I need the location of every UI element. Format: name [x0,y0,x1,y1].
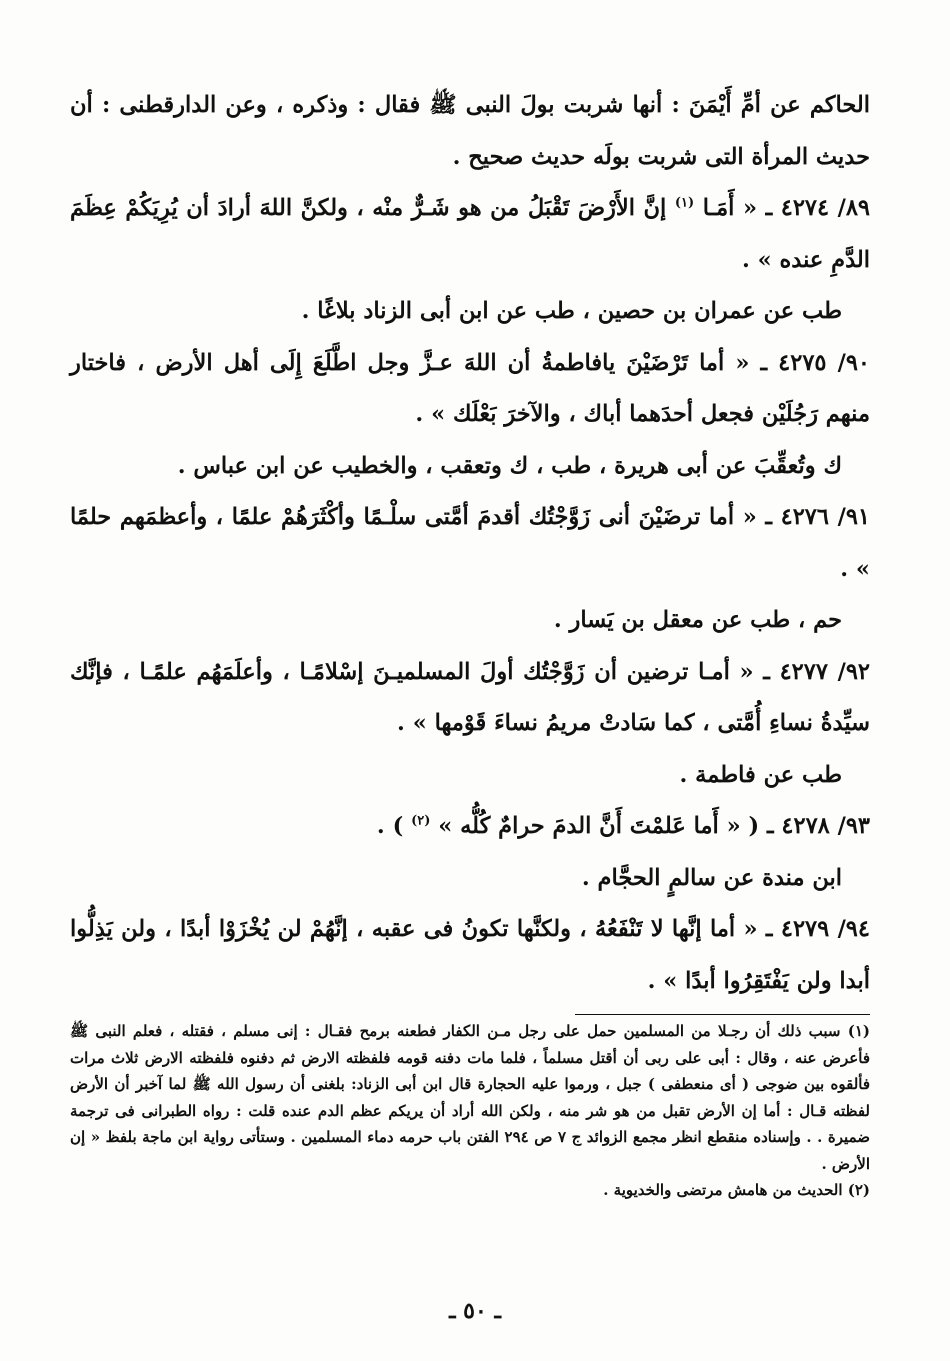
main-text [70,80,870,1007]
hadith-text: « أمـا ترضين أن زَوَّجْتُك أولَ المسلميـنَ إسْلامًـا ، وأعلَمَهُم علمًـا ، فإنَّك سيِّدةُ نساءِ أُمَّتى ، كما سَادتْ مريمُ نساءَ قَوْمها » . [70,658,870,736]
footnote-2: (٢) الحديث من هامش مرتضى والخديوية . [603,1181,870,1199]
source-91 [70,595,870,647]
source-92 [70,750,870,802]
source-text: طب عن عمران بن حصين ، طب عن ابن أبى الزناد بلاغًا . [301,298,842,324]
hadith-text: « أَمَـا [702,195,758,221]
source-text: ك وتُعقِّبَ عن أبى هريرة ، طب ، ك وتعقب ، والخطيب عن ابن عباس . [177,452,842,479]
source-text: ابن مندة عن سالمٍ الحجَّام . [581,864,842,891]
hadith-number: ٩١/ ٤٢٧٦ ـ [765,504,870,530]
footnote-ref-1[interactable]: (١) [674,195,695,211]
hadith-91 [70,492,870,595]
hadith-number: ٩٣/ ٤٢٧٨ ـ [766,813,870,839]
footnote-ref-2[interactable]: (٢) [411,813,431,829]
page-number: ـ ٥٠ ـ [449,1298,501,1324]
source-93 [70,853,870,905]
hadith-text: « أما ترضَيْنَ أنى زَوَّجْتُك أقدمَ أمَّتى سلْـمًا وأكْثَرَهُمْ علمًا ، وأعظمَهم حلمًا » . [70,504,870,582]
source-text: حم ، طب عن معقل بن يَسار . [553,607,842,633]
hadith-number: ٨٩/ ٤٢٧٤ ـ [765,195,871,221]
footnotes [70,1018,870,1204]
source-text: طب عن فاطمة . [679,761,842,788]
hadith-93 [70,801,870,853]
hadith-number: ٩٢/ ٤٢٧٧ ـ [763,658,870,685]
hadith-90 [70,338,870,441]
hadith-92 [70,647,870,750]
paragraph-text: الحاكم عن أمِّ أَيْمَنَ : أنها شربت بولَ النبى ﷺ فقال : وذكره ، وعن الدارقطنى : أن حديث المرأة التى شربت بولَه حديث صحيح . [70,92,870,170]
hadith-94 [70,904,870,1007]
hadith-text-cont: ) . [376,813,404,839]
hadith-text-cont: إنَّ الأَرْضَ تَقْبَلُ من هو شَـرٌّ منْه ، ولكنَّ اللهَ أرادَ أن يُرِيَكُمْ عِظَمَ الدَّمِ عنده » . [70,195,870,273]
source-89 [70,286,870,338]
paragraph-0 [70,80,870,183]
source-90 [70,441,870,493]
hadith-text: ( « أَما عَلمْتَ أَنَّ الدمَ حرامٌ كُلُّه » [430,813,760,839]
hadith-text: « أما تَرْضَيْنَ يافاطمةُ أن اللهَ عـزَّ وجل اطَّلَعَ إِلَى أهل الأرض ، فاختار منهم رَجُلَيْن فجعل أحدَهما أباك ، والآخرَ بَعْلَك » . [70,349,870,427]
hadith-number: ٩٤/ ٤٢٧٩ ـ [765,916,870,942]
footnote-divider [575,1014,870,1015]
hadith-text: « أما إنَّها لا تَنْفَعُهُ ، ولكنَّها تكونُ فى عقبه ، إنَّهُمْ لن يُخْزَوْا أبدًا ، ولن يَذِلُّوا أبدا ولن يَفْتَقِرُوا أبدًا » . [70,916,870,994]
footnote-1: (١) سبب ذلك أن رجـلا من المسلمين حمل على رجل مـن الكفار فطعنه برمح فقـال : إنى مسلم ، فقتله ، فعلم النبى ﷺ فأعرض عنه ، وقال : أبى على ربى أن أقتل مسلماً ، فلما مات دفنه قومه فلفظته الارض ثم دفنوه فلفظته الارض ثلاث مرات فألقوه بين ضوجى ( أى منعطفى ) جبل ، ورموا عليه الحجارة قال ابن أبى الزناد: بلغنى أن رسول الله ﷺ لما آخبر أن الأرض لفظته قـال : أما إن الأرض تقبل من هو شر منه ، ولكن الله أراد أن يريكم عظم الدم عنده قلت : رواه الطبرانى فى ترجمة ضميرة . . وإسناده منقطع انظر مجمع الزوائد ج ٧ ص ٢٩٤ الفتن باب حرمه دماء المسلمين . وستأتى رواية ابن ماجة بلفظ « إن الأرض . [70,1022,870,1173]
hadith-number: ٩٠/ ٤٢٧٥ ـ [760,349,870,376]
hadith-89 [70,183,870,286]
